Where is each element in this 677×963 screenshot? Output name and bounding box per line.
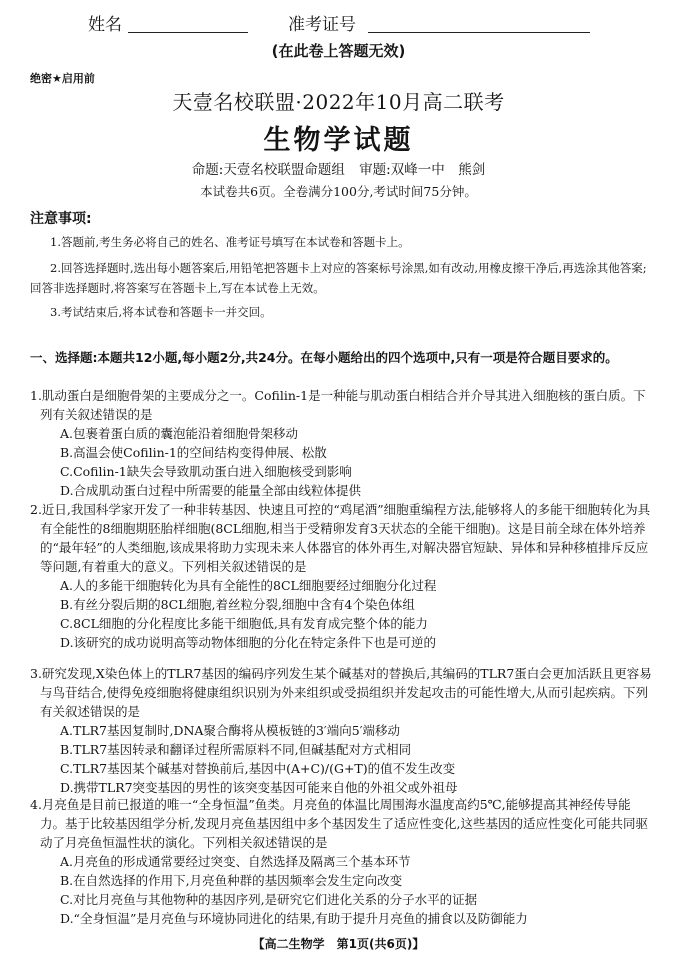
question-2 [30, 500, 652, 652]
exam-number-blank [368, 32, 590, 33]
option-d: D.合成肌动蛋白过程中所需要的能量全部由线粒体提供 [60, 483, 362, 498]
option-a: A.月亮鱼的形成通常要经过突变、自然选择及隔离三个基本环节 [60, 854, 411, 869]
option-d: D.该研究的成功说明高等动物体细胞的分化在特定条件下也是可逆的 [60, 635, 437, 650]
question-stem: 3.研究发现,X染色体上的TLR7基因的编码序列发生某个碱基对的替换后,其编码的TLR7蛋白会更加活跃且更容易与鸟苷结合,使得免疫细胞将健康组织识别为外来组织或受损组织并发起攻击的可能性增大,从而引起疾病。下列有关叙述错误的是 [30, 666, 652, 719]
option-c: C.对比月亮鱼与其他物种的基因序列,是研究它们进化关系的分子水平的证据 [60, 892, 478, 907]
section-heading: 一、选择题:本题共12小题,每小题2分,共24分。在每小题给出的四个选项中,只有一项是符合题目要求的。 [30, 350, 618, 365]
option-d: D.携带TLR7突变基因的男性的该突变基因可能来自他的外祖父或外祖母 [60, 780, 458, 795]
exam-title: 天壹名校联盟·2022年10月高二联考 [172, 90, 505, 114]
question-3 [30, 664, 652, 797]
subject-title: 生物学试题 [263, 125, 414, 156]
question-stem: 2.近日,我国科学家开发了一种非转基因、快速且可控的“鸡尾酒”细胞重编程方法,能够将人的多能干细胞转化为具有全能性的8细胞期胚胎样细胞(8CL细胞,相当于受精卵发育3天状态的全能干细胞)。这是目前全球在体外培养的“最年轻”的人类细胞,该成果将助力实现未来人体器官的体外再生,对解决器官短缺、异体和异种移植排斥反应等问题,有着重大的意义。下列相关叙述错误的是 [30, 502, 651, 574]
exam-number-label: 准考证号 [288, 15, 356, 35]
note-item [30, 232, 652, 252]
option-c: C.Cofilin-1缺失会导致肌动蛋白进入细胞核受到影响 [60, 464, 352, 479]
option-c: C.8CL细胞的分化程度比多能干细胞低,具有发育成完整个体的能力 [60, 616, 428, 631]
note-item [30, 302, 652, 322]
question-1 [30, 386, 652, 500]
confidential-label: 绝密★启用前 [30, 72, 95, 85]
note-item [30, 258, 652, 298]
invalid-answer-note: (在此卷上答题无效) [271, 42, 406, 60]
reviewer-text: 审题:双峰一中 熊剑 [359, 162, 486, 178]
option-a: A.TLR7基因复制时,DNA聚合酶将从模板链的3′端向5′端移动 [60, 723, 401, 738]
name-blank [128, 32, 248, 33]
question-4 [30, 795, 652, 928]
option-c: C.TLR7基因某个碱基对替换前后,基因中(A+C)/(G+T)的值不发生改变 [60, 761, 456, 776]
exam-info: 本试卷共6页。全卷满分100分,考试时间75分钟。 [200, 184, 477, 199]
setter-text: 命题:天壹名校联盟命题组 [191, 162, 345, 178]
candidate-info-line [0, 10, 677, 36]
question-stem: 1.肌动蛋白是细胞骨架的主要成分之一。Cofilin-1是一种能与肌动蛋白相结合并介导其进入细胞核的蛋白质。下列有关叙述错误的是 [30, 388, 646, 422]
authors-line [0, 158, 677, 178]
option-a: A.人的多能干细胞转化为具有全能性的8CL细胞要经过细胞分化过程 [60, 578, 437, 593]
note-text: 1.答题前,考生务必将自己的姓名、准考证号填写在本试卷和答题卡上。 [50, 235, 410, 249]
name-label: 姓名 [88, 15, 122, 35]
option-a: A.包裹着蛋白质的囊泡能沿着细胞骨架移动 [60, 426, 299, 441]
notes-title: 注意事项: [30, 211, 92, 227]
page-footer: 【高二生物学 第1页(共6页)】 [252, 937, 425, 951]
note-text: 2.回答选择题时,选出每小题答案后,用铅笔把答题卡上对应的答案标号涂黑,如有改动,用橡皮擦干净后,再选涂其他答案;回答非选择题时,将答案写在答题卡上,写在本试卷上无效。 [30, 261, 647, 295]
option-b: B.有丝分裂后期的8CL细胞,着丝粒分裂,细胞中含有4个染色体组 [60, 597, 415, 612]
option-d: D.“全身恒温”是月亮鱼与环境协同进化的结果,有助于提升月亮鱼的捕食以及防御能力 [60, 911, 528, 926]
question-stem: 4.月亮鱼是目前已报道的唯一“全身恒温”鱼类。月亮鱼的体温比周围海水温度高约5℃,能够提高其神经传导能力。基于比较基因组学分析,发现月亮鱼基因组中多个基因发生了适应性变化,这些基因的适应性变化可能共同驱动了月亮鱼恒温性状的演化。下列相关叙述错误的是 [30, 797, 648, 850]
note-text: 3.考试结束后,将本试卷和答题卡一并交回。 [50, 305, 272, 319]
option-b: B.高温会使Cofilin-1的空间结构变得伸展、松散 [60, 445, 327, 460]
option-b: B.TLR7基因转录和翻译过程所需原料不同,但碱基配对方式相同 [60, 742, 412, 757]
option-b: B.在自然选择的作用下,月亮鱼种群的基因频率会发生定向改变 [60, 873, 403, 888]
